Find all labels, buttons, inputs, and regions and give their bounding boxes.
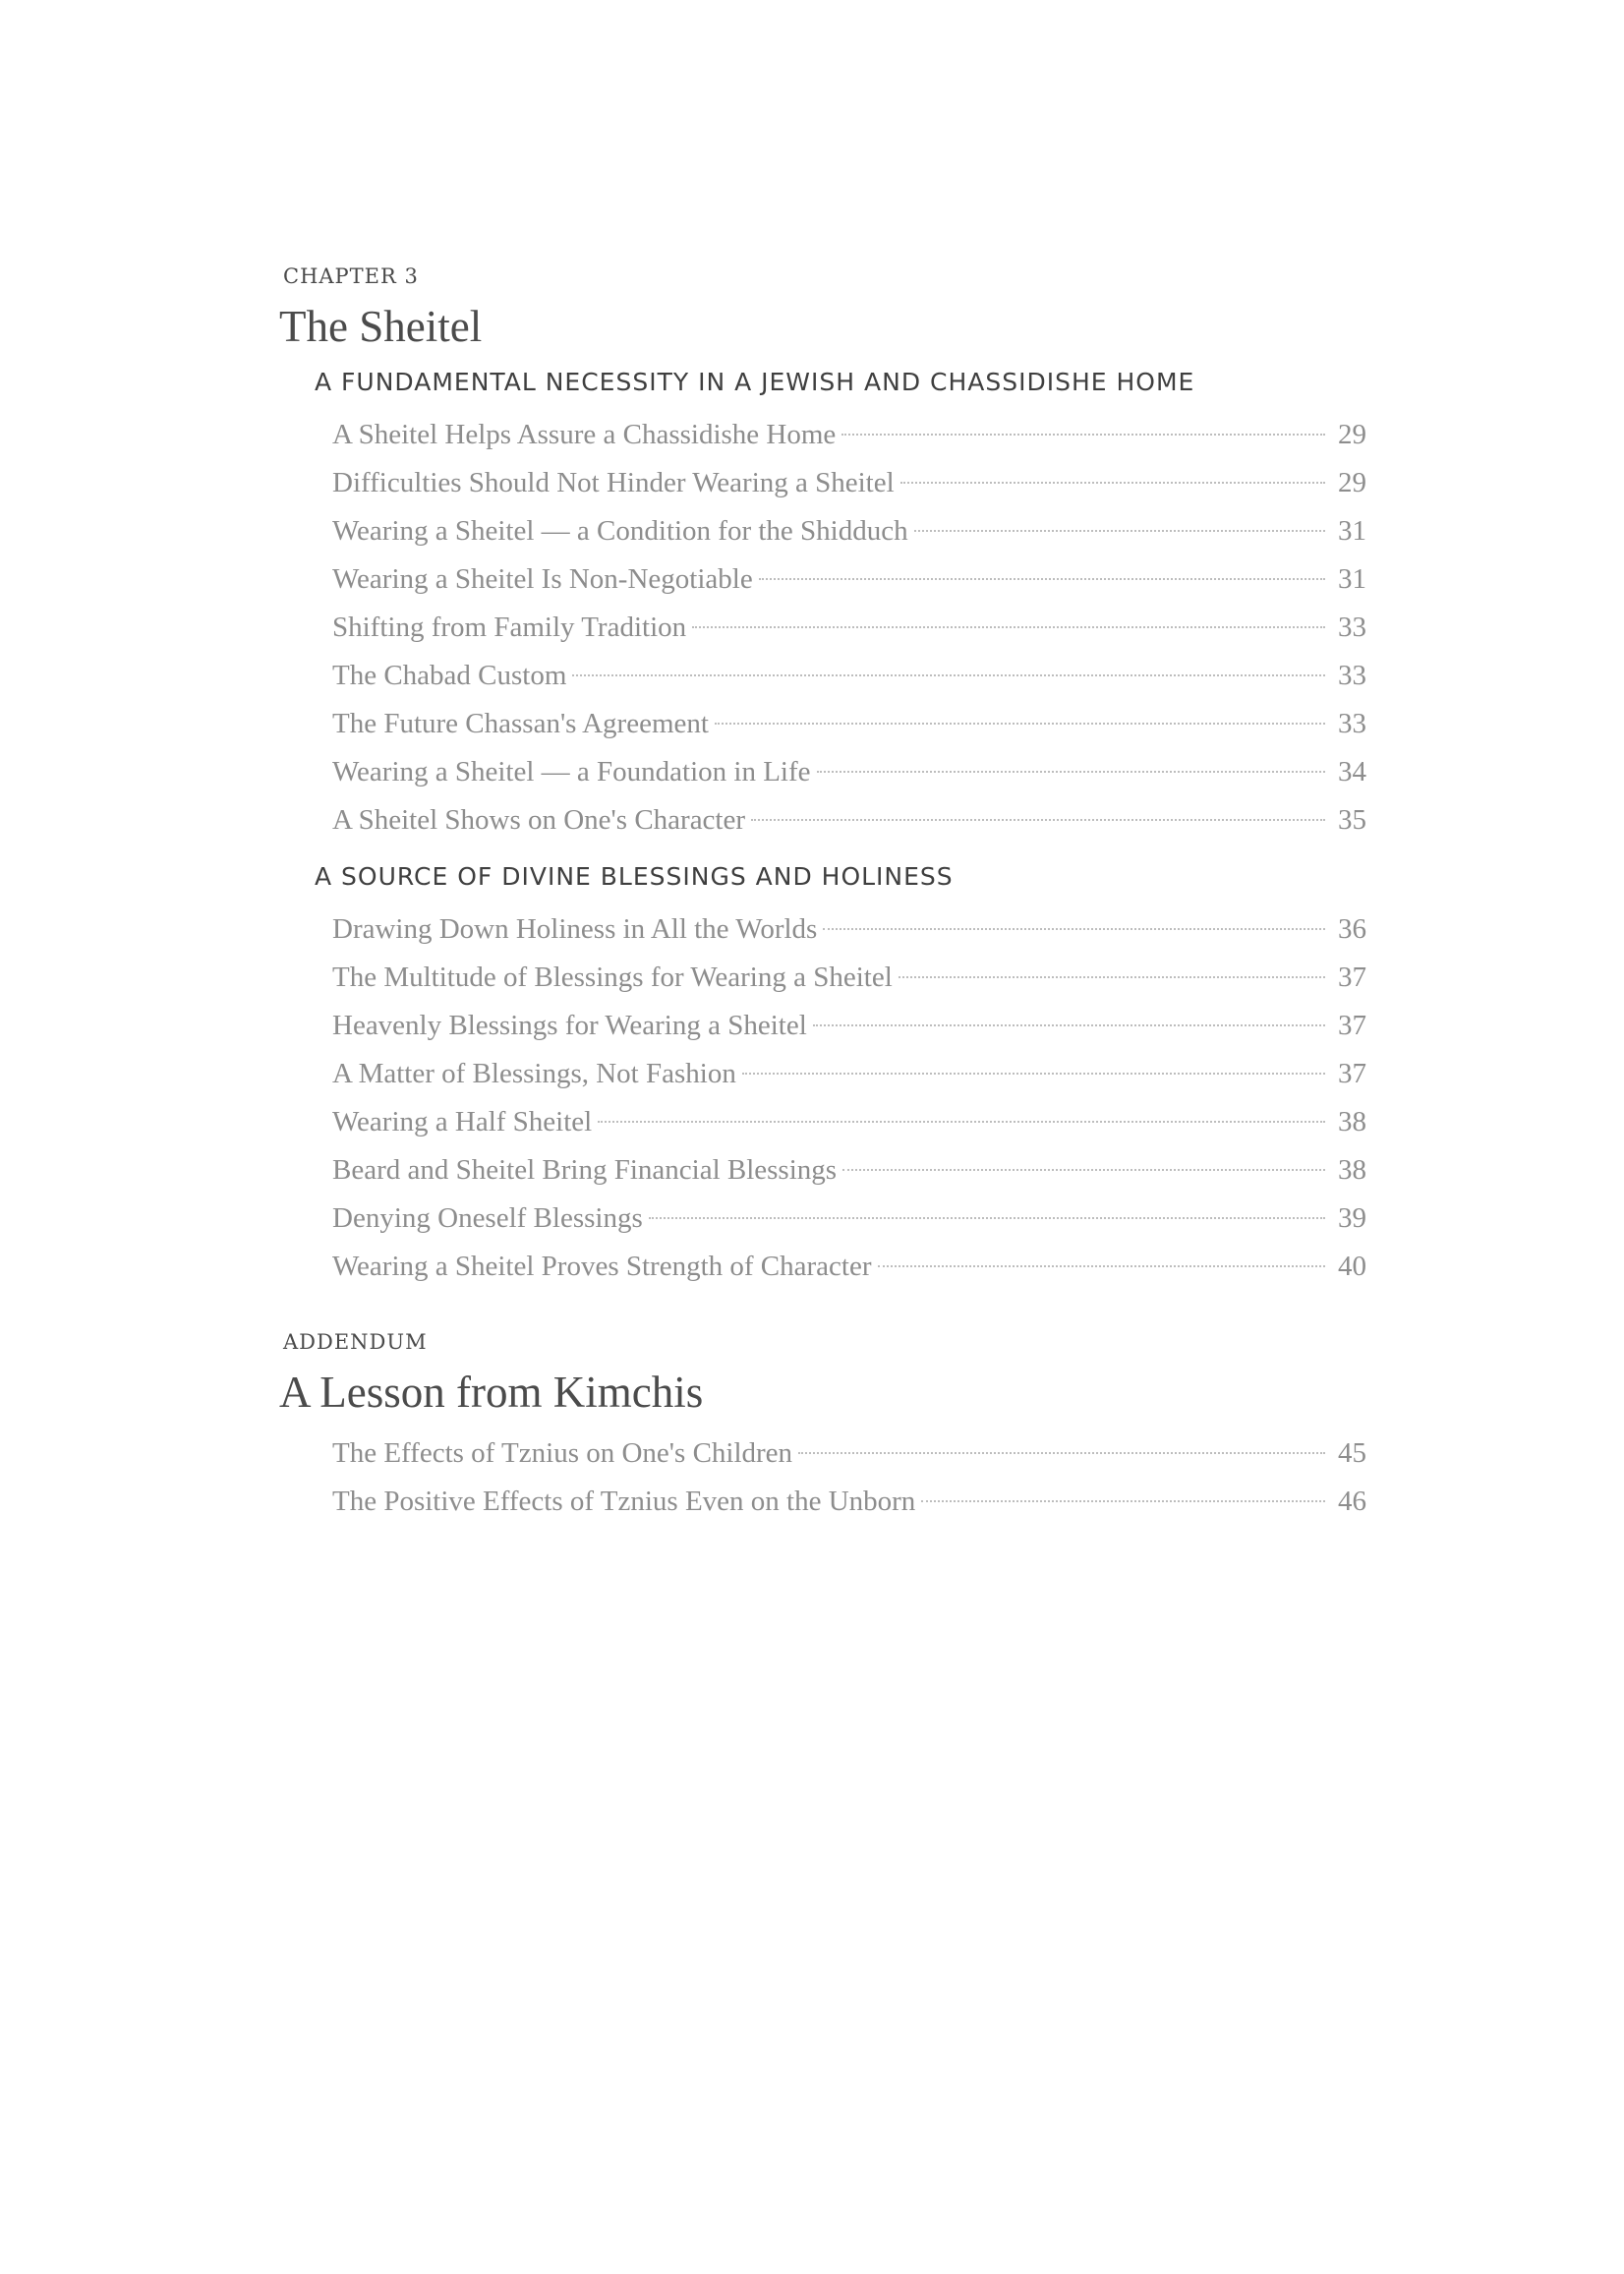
toc-entry[interactable]	[332, 555, 1366, 604]
toc-entry-page: 33	[1338, 612, 1366, 643]
addendum-label: ADDENDUM	[283, 1330, 428, 1354]
toc-entry-page: 29	[1338, 467, 1366, 498]
toc-entry-list	[332, 905, 1366, 1291]
chapter-title: The Sheitel	[279, 302, 483, 351]
toc-section	[315, 364, 1366, 845]
toc-entry[interactable]	[332, 1429, 1366, 1478]
dot-leader	[572, 674, 1325, 676]
dot-leader	[921, 1500, 1325, 1502]
toc-section	[315, 858, 1366, 1291]
toc-entry[interactable]	[332, 954, 1366, 1002]
toc-entry-page: 38	[1338, 1154, 1366, 1186]
toc-entry-title: The Future Chassan's Agreement	[332, 708, 709, 739]
toc-entry[interactable]	[332, 1478, 1366, 1526]
toc-entry-title: Shifting from Family Tradition	[332, 612, 687, 643]
toc-entry-title: A Sheitel Shows on One's Character	[332, 804, 746, 836]
dot-leader	[742, 1073, 1325, 1075]
dot-leader	[817, 771, 1325, 773]
toc-entry[interactable]	[332, 1195, 1366, 1243]
chapter-label: CHAPTER 3	[283, 264, 419, 288]
toc-entry-page: 37	[1338, 1058, 1366, 1089]
toc-entry-page: 36	[1338, 913, 1366, 945]
toc-entry-page: 33	[1338, 708, 1366, 739]
toc-entry-title: Wearing a Sheitel Proves Strength of Character	[332, 1251, 872, 1282]
dot-leader	[759, 578, 1325, 580]
dot-leader	[878, 1265, 1326, 1267]
toc-entry-title: The Chabad Custom	[332, 660, 567, 691]
toc-entry[interactable]	[332, 1098, 1366, 1146]
section-heading: A FUNDAMENTAL NECESSITY IN A JEWISH AND CHASSIDISHE HOME	[315, 368, 1195, 396]
toc-entry[interactable]	[332, 652, 1366, 700]
toc-entry-title: Wearing a Sheitel — a Foundation in Life	[332, 756, 811, 787]
dot-leader	[823, 928, 1325, 930]
toc-entry[interactable]	[332, 905, 1366, 954]
dot-leader	[899, 976, 1325, 978]
dot-leader	[692, 626, 1325, 628]
toc-entry[interactable]	[332, 604, 1366, 652]
dot-leader	[841, 434, 1325, 436]
toc-entry-title: Denying Oneself Blessings	[332, 1202, 643, 1234]
toc-entry-title: Drawing Down Holiness in All the Worlds	[332, 913, 818, 945]
toc-entry-page: 29	[1338, 419, 1366, 450]
toc-entry-page: 37	[1338, 962, 1366, 993]
toc-entry[interactable]	[332, 1146, 1366, 1195]
toc-entry-title: Wearing a Half Sheitel	[332, 1106, 593, 1137]
dot-leader	[751, 819, 1325, 821]
toc-entry[interactable]	[332, 700, 1366, 748]
toc-entry-title: The Multitude of Blessings for Wearing a Sheitel	[332, 962, 893, 993]
toc-entry-title: A Matter of Blessings, Not Fashion	[332, 1058, 736, 1089]
toc-entry[interactable]	[332, 459, 1366, 507]
toc-entry[interactable]	[332, 411, 1366, 459]
toc-entry-title: The Positive Effects of Tznius Even on the Unborn	[332, 1486, 916, 1517]
addendum-title: A Lesson from Kimchis	[279, 1368, 704, 1417]
toc-entry[interactable]	[332, 1050, 1366, 1098]
dot-leader	[900, 482, 1325, 484]
toc-entry-title: Beard and Sheitel Bring Financial Blessings	[332, 1154, 838, 1186]
toc-entry[interactable]	[332, 1002, 1366, 1050]
toc-entry-title: A Sheitel Helps Assure a Chassidishe Home	[332, 419, 837, 450]
toc-entry-title: The Effects of Tznius on One's Children	[332, 1437, 793, 1469]
dot-leader	[598, 1121, 1325, 1123]
toc-entry-page: 45	[1338, 1437, 1366, 1469]
toc-entry-page: 37	[1338, 1010, 1366, 1041]
toc-entry-page: 31	[1338, 515, 1366, 547]
toc-entry-list	[332, 1429, 1366, 1526]
toc-entry-title: Wearing a Sheitel Is Non-Negotiable	[332, 563, 753, 595]
toc-entry[interactable]	[332, 796, 1366, 845]
toc-entry-page: 38	[1338, 1106, 1366, 1137]
toc-entry-page: 46	[1338, 1486, 1366, 1517]
dot-leader	[798, 1452, 1325, 1454]
toc-entry-page: 35	[1338, 804, 1366, 836]
dot-leader	[813, 1024, 1325, 1026]
toc-entry-page: 33	[1338, 660, 1366, 691]
section-heading: A SOURCE OF DIVINE BLESSINGS AND HOLINESS	[315, 862, 954, 891]
toc-entry-title: Wearing a Sheitel — a Condition for the Shidduch	[332, 515, 908, 547]
dot-leader	[914, 530, 1325, 532]
toc-entry-title: Difficulties Should Not Hinder Wearing a Sheitel	[332, 467, 895, 498]
toc-entry-page: 39	[1338, 1202, 1366, 1234]
dot-leader	[649, 1217, 1325, 1219]
toc-entry-page: 40	[1338, 1251, 1366, 1282]
toc-entry-title: Heavenly Blessings for Wearing a Sheitel	[332, 1010, 807, 1041]
dot-leader	[842, 1169, 1325, 1171]
chapter-3-block	[275, 262, 1366, 1291]
toc-entry-page: 31	[1338, 563, 1366, 595]
toc-entry[interactable]	[332, 748, 1366, 796]
toc-entry-list	[332, 411, 1366, 845]
toc-entry[interactable]	[332, 1243, 1366, 1291]
dot-leader	[715, 723, 1325, 725]
toc-entry-page: 34	[1338, 756, 1366, 787]
addendum-block	[275, 1327, 1366, 1526]
toc-entry[interactable]	[332, 507, 1366, 555]
